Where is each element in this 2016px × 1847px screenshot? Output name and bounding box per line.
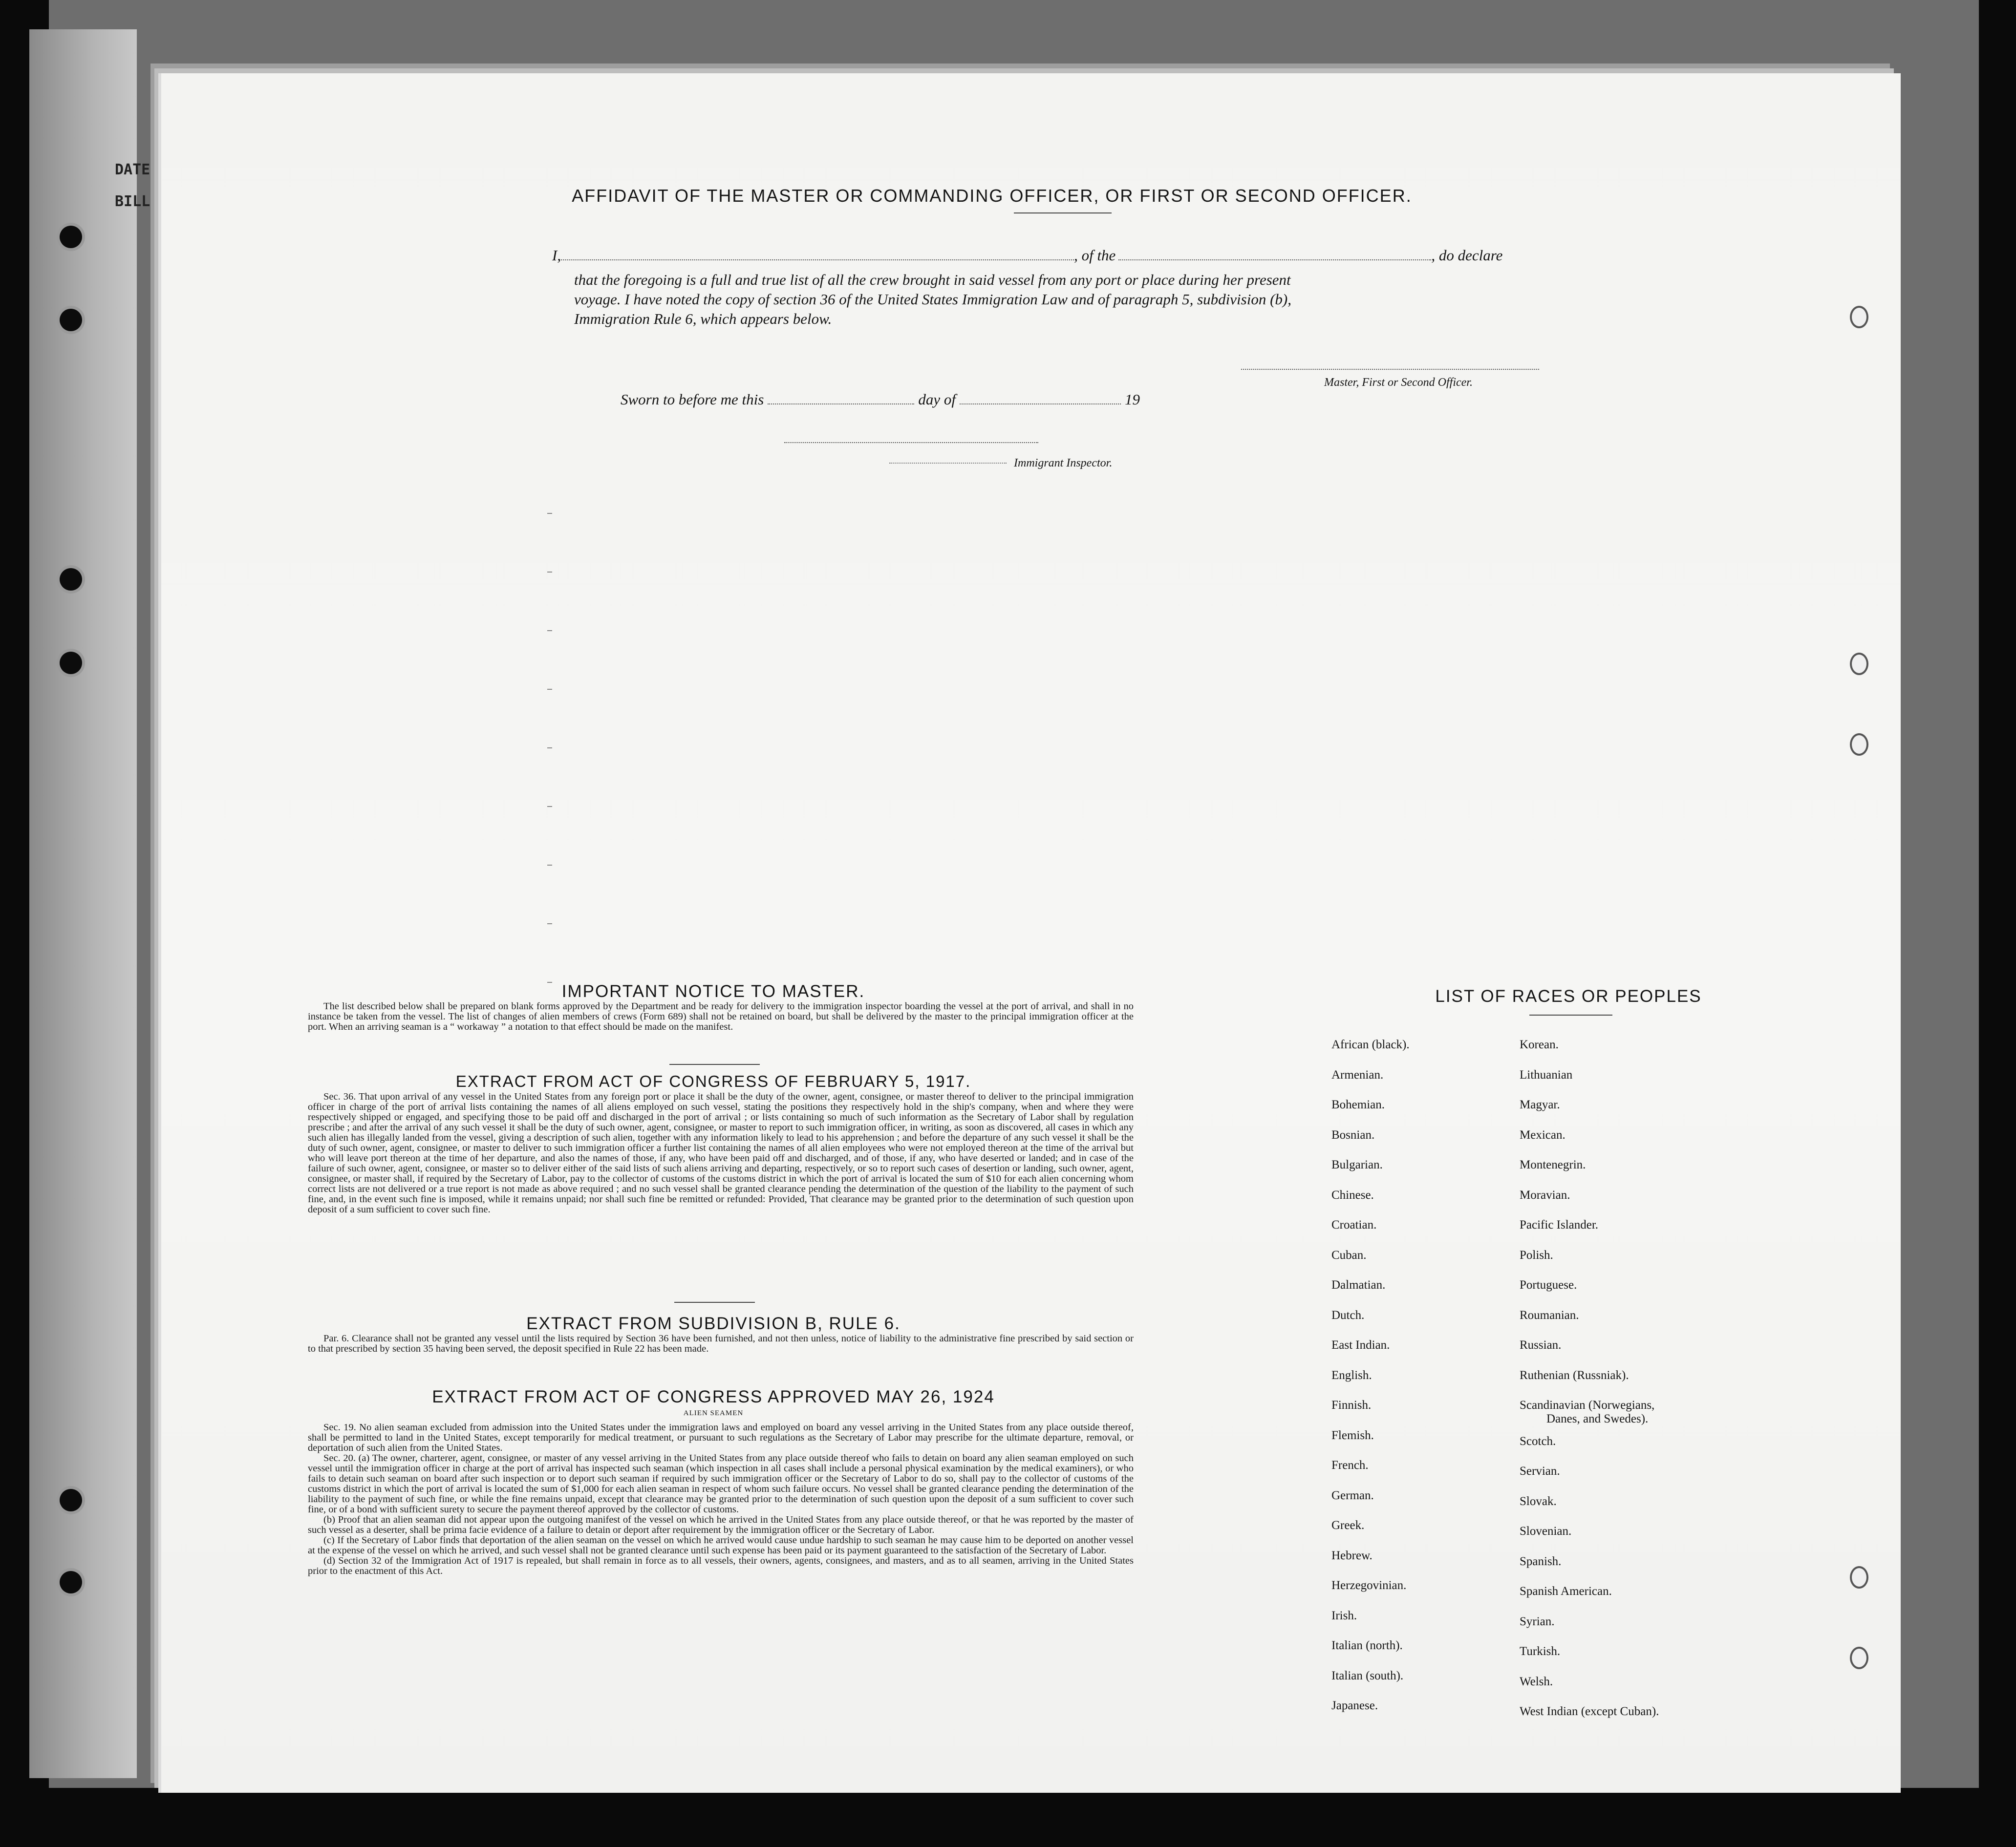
punch-hole xyxy=(1852,308,1866,326)
guide-mark xyxy=(547,689,552,690)
punch-hole xyxy=(60,652,82,674)
notice-text-block xyxy=(308,1001,1134,1032)
race-item: Lithuanian xyxy=(1520,1068,1573,1082)
punch-hole xyxy=(1852,735,1866,754)
race-item: Finnish. xyxy=(1331,1399,1372,1412)
punch-hole xyxy=(1852,1568,1866,1587)
title-divider xyxy=(1014,212,1112,213)
race-item: Spanish American. xyxy=(1520,1585,1612,1598)
race-item: Danes, and Swedes). xyxy=(1546,1412,1649,1425)
guide-mark xyxy=(547,513,552,514)
race-item: Servian. xyxy=(1520,1465,1560,1478)
sworn-prefix: Sworn to before me this xyxy=(621,391,764,408)
race-item: Dalmatian. xyxy=(1331,1278,1386,1292)
extract-1924-text-block xyxy=(308,1422,1134,1576)
race-item: Mexican. xyxy=(1520,1128,1566,1142)
race-item: Turkish. xyxy=(1520,1645,1561,1658)
race-item: West Indian (except Cuban). xyxy=(1520,1705,1659,1719)
inspector-signature-blank xyxy=(784,442,1038,443)
race-item: Chinese. xyxy=(1331,1188,1374,1202)
race-item: Greek. xyxy=(1331,1519,1365,1532)
race-item: Roumanian. xyxy=(1520,1308,1579,1322)
notice-title: IMPORTANT NOTICE TO MASTER. xyxy=(561,982,865,1001)
race-item: East Indian. xyxy=(1331,1338,1390,1352)
vessel-blank xyxy=(1118,259,1431,260)
side-mark-date: DATE xyxy=(115,161,150,178)
punch-hole xyxy=(1852,655,1866,673)
extract-rule6-text-block xyxy=(308,1334,1134,1354)
extract-1924-sec20c: (c) If the Secretary of Labor finds that deportation of the alien seaman on the vessel on which he arrived would cause undue hardship to such seaman he may cause him to be deported on another vessel at the expense of the vessel on which he arrived, and such vessel shall not be granted clearance until such expense has been paid or its payment guaranteed to the satisfaction of the Secretary of Labor. xyxy=(308,1535,1134,1556)
race-item: Italian (south). xyxy=(1331,1669,1404,1682)
race-item: Bohemian. xyxy=(1331,1098,1385,1111)
race-item: Spanish. xyxy=(1520,1554,1562,1568)
section-divider xyxy=(669,1064,760,1065)
extract-1924-subtitle: ALIEN SEAMEN xyxy=(683,1409,744,1417)
race-item: Cuban. xyxy=(1331,1248,1367,1262)
race-item: Magyar. xyxy=(1520,1098,1560,1111)
race-item: Welsh. xyxy=(1520,1675,1553,1688)
race-item: Syrian. xyxy=(1520,1614,1555,1628)
extract-1917-text: Sec. 36. That upon arrival of any vessel in the United States from any foreign port or place it shall be the duty of the owner, agent, consignee, or master thereof to deliver to the principal immigration officer in charge of the port of arrival lists containing the names of all aliens employed on such vessel, stating the positions they respectively hold in the ship's company, when and where they were respectively shipped or engaged, and specifying those to be paid off and discharged in the port of arrival ; or lists containing so much of such information as the Secretary of Labor shall by regulation prescribe ; and after the arrival of any such vessel it shall be the duty of such owner, agent, consignee, or master to report to such immigration officer, in writing, as soon as discovered, all cases in which any such alien has illegally landed from the vessel, giving a description of such alien, together with any information likely to lead to his apprehension ; and before the departure of any such vessel it shall be the duty of such owner, agent, consignee, or master to deliver to such immigration officer a further list containing the names of all alien employees who were not employed thereon at the time of the arrival but who will leave port thereon at the time of her departure, and also the names of those, if any, who have been paid off and discharged, and of those, if any, who have deserted or landed; and in case of the failure of such owner, agent, consignee, or master so to deliver either of the said lists of such aliens arriving and departing, respectively, or so to report such cases of desertion or landing, such owner, agent, consignee, or master shall, if required by the Secretary of Labor, pay to the collector of customs of the customs district in which the port of arrival is located the sum of $10 for each alien concerning whom correct lists are not delivered or a true report is not made as above required ; and no such vessel shall be granted clearance pending the determination of the question of the liability to the payment of such fine, and, in the event such fine is imposed, while it remains unpaid; nor shall such fine be remitted or refunded: Provided, That clearance may be granted prior to the determination of such question upon deposit of a sum sufficient to cover such fine. xyxy=(308,1091,1134,1215)
guide-mark xyxy=(547,923,552,924)
race-item: Irish. xyxy=(1331,1609,1357,1622)
race-item: Hebrew. xyxy=(1331,1549,1373,1562)
race-item: Scotch. xyxy=(1520,1434,1556,1448)
punch-hole xyxy=(60,309,82,331)
affidavit-title: AFFIDAVIT OF THE MASTER OR COMMANDING OFFICER, OR FIRST OR SECOND OFFICER. xyxy=(572,186,1412,206)
race-item: Slovenian. xyxy=(1520,1525,1572,1538)
race-item: Italian (north). xyxy=(1331,1639,1403,1652)
extract-rule6-text: Par. 6. Clearance shall not be granted any vessel until the lists required by Section 36 have been furnished, and not then unless, notice of liability to the administrative fine prescribed by said section or to that prescribed by section 35 having been served, the deposit specified in Rule 22 has been made. xyxy=(308,1333,1134,1354)
extract-1924-sec20a: Sec. 20. (a) The owner, charterer, agent, consignee, or master of any vessel arriving in the United States from any place outside thereof who fails to detain on board any alien seaman employed on such vessel until the immigration officer in charge at the port of arrival has inspected such seaman (which inspection in all cases shall include a personal physical examination by the medical examiners), or who fails to detain such seaman on board after such inspection or to deport such seaman if required by such immigration officer or the Secretary of Labor to do so, shall pay to the collector of customs of the customs district in which the port of arrival is located the sum of $1,000 for each alien seaman in respect of whom such failure occurs. No vessel shall be granted clearance pending the determination of the liability to the payment of such fine, or while the fine remains unpaid, except that clearance may be granted prior to the determination of such question upon the deposit of a sum sufficient to cover such fine, or of a bond with sufficient surety to secure the payment thereof approved by the collector of customs. xyxy=(308,1453,1134,1515)
race-item: Herzegovinian. xyxy=(1331,1579,1407,1592)
race-item: Bosnian. xyxy=(1331,1128,1375,1142)
race-item: Bulgarian. xyxy=(1331,1158,1383,1171)
extract-1924-sec19: Sec. 19. No alien seaman excluded from admission into the United States under the immigration laws and employed on board any vessel arriving in the United States from any place outside thereof, shall be permitted to land in the United States, except temporarily for medical treatment, or pursuant to such regulations as the Secretary of Labor may prescribe for the ultimate departure, removal, or deportation of such alien from the United States. xyxy=(308,1422,1134,1453)
affidavit-body-line4: Immigration Rule 6, which appears below. xyxy=(574,310,832,327)
sworn-month-blank xyxy=(960,403,1121,404)
race-item: Slovak. xyxy=(1520,1494,1557,1508)
affidavit-body-line3: voyage. I have noted the copy of section 36 of the United States Immigration Law and of paragraph 5, subdivision (b), xyxy=(574,291,1291,308)
race-item: Portuguese. xyxy=(1520,1278,1577,1292)
race-item: Dutch. xyxy=(1331,1308,1365,1322)
extract-1924-title: EXTRACT FROM ACT OF CONGRESS APPROVED MAY 26, 1924 xyxy=(432,1387,995,1406)
race-item: Korean. xyxy=(1520,1038,1559,1051)
punch-hole xyxy=(60,1489,82,1511)
race-item: French. xyxy=(1331,1459,1369,1472)
extract-1917-text-block xyxy=(308,1092,1134,1215)
races-title: LIST OF RACES OR PEOPLES xyxy=(1435,987,1702,1006)
master-signature-blank xyxy=(1241,369,1539,370)
sworn-day-blank xyxy=(768,403,914,404)
sworn-year: 19 xyxy=(1124,391,1140,408)
race-item: German. xyxy=(1331,1488,1374,1502)
race-item: Japanese. xyxy=(1331,1699,1378,1712)
race-item: Scandinavian (Norwegians, xyxy=(1520,1399,1655,1412)
race-item: Russian. xyxy=(1520,1338,1562,1352)
race-item: Croatian. xyxy=(1331,1218,1377,1231)
race-item: African (black). xyxy=(1331,1038,1410,1051)
race-item: Montenegrin. xyxy=(1520,1158,1586,1171)
notice-text: The list described below shall be prepared on blank forms approved by the Department and be ready for delivery to the immigration inspector boarding the vessel at the port of arrival, and shall in no instance be taken from the vessel. The list of changes of alien members of crews (Form 689) shall not be retained on board, but shall be delivered by the master to the principal immigration officer at the port. When an arriving seaman is a “ workaway ” a notation to that effect should be made on the manifest. xyxy=(308,1001,1134,1032)
races-divider xyxy=(1529,1015,1612,1016)
race-item: Flemish. xyxy=(1331,1428,1374,1442)
section-divider xyxy=(674,1302,755,1303)
race-item: Ruthenian (Russniak). xyxy=(1520,1368,1629,1382)
sworn-line xyxy=(621,391,1140,408)
affidavit-page xyxy=(161,73,1901,1793)
guide-mark xyxy=(547,806,552,807)
affidavit-of-the-label: , of the xyxy=(1074,247,1116,264)
extract-1924-sec20d: (d) Section 32 of the Immigration Act of 1917 is repealed, but shall remain in force as to all vessels, their owners, agents, consignees, and masters, and as to all seamen, arriving in the United States prior to the enactment of this Act. xyxy=(308,1555,1134,1576)
punch-hole xyxy=(60,226,82,248)
guide-mark xyxy=(547,865,552,866)
punch-hole xyxy=(60,1571,82,1593)
inspector-label: Immigrant Inspector. xyxy=(1014,457,1113,469)
punch-hole xyxy=(1852,1649,1866,1667)
race-item: Polish. xyxy=(1520,1248,1553,1262)
master-signature-label: Master, First or Second Officer. xyxy=(1324,376,1473,389)
guide-mark xyxy=(547,747,552,748)
race-item: Moravian. xyxy=(1520,1188,1570,1202)
name-blank xyxy=(561,259,1074,260)
affidavit-body-line2: that the foregoing is a full and true list of all the crew brought in said vessel from any port or place during her present xyxy=(574,271,1291,288)
guide-mark xyxy=(547,630,552,631)
race-item: English. xyxy=(1331,1368,1372,1382)
extract-1917-title: EXTRACT FROM ACT OF CONGRESS OF FEBRUARY 5, 1917. xyxy=(455,1072,971,1090)
inspector-signature-blank-2 xyxy=(889,463,1007,464)
extract-1924-sec20b: (b) Proof that an alien seaman did not appear upon the outgoing manifest of the vessel on which he arrived in the United States from any place outside thereof, or that he was reported by the master of such vessel as a deserter, shall be prima facie evidence of a failure to detain or deport after requirement by the immigration officer or the Secretary of Labor. xyxy=(308,1514,1134,1535)
affidavit-line1 xyxy=(552,247,1502,264)
affidavit-declare-label: , do declare xyxy=(1431,247,1503,264)
sworn-day-of: day of xyxy=(918,391,956,408)
race-item: Armenian. xyxy=(1331,1068,1384,1082)
guide-mark xyxy=(547,572,552,573)
extract-rule6-title: EXTRACT FROM SUBDIVISION B, RULE 6. xyxy=(526,1314,901,1333)
left-page-edge xyxy=(29,29,137,1778)
punch-hole xyxy=(60,568,82,591)
race-item: Pacific Islander. xyxy=(1520,1218,1599,1231)
affidavit-i-label: I, xyxy=(552,247,561,264)
side-mark-bill: BILL xyxy=(115,193,150,210)
